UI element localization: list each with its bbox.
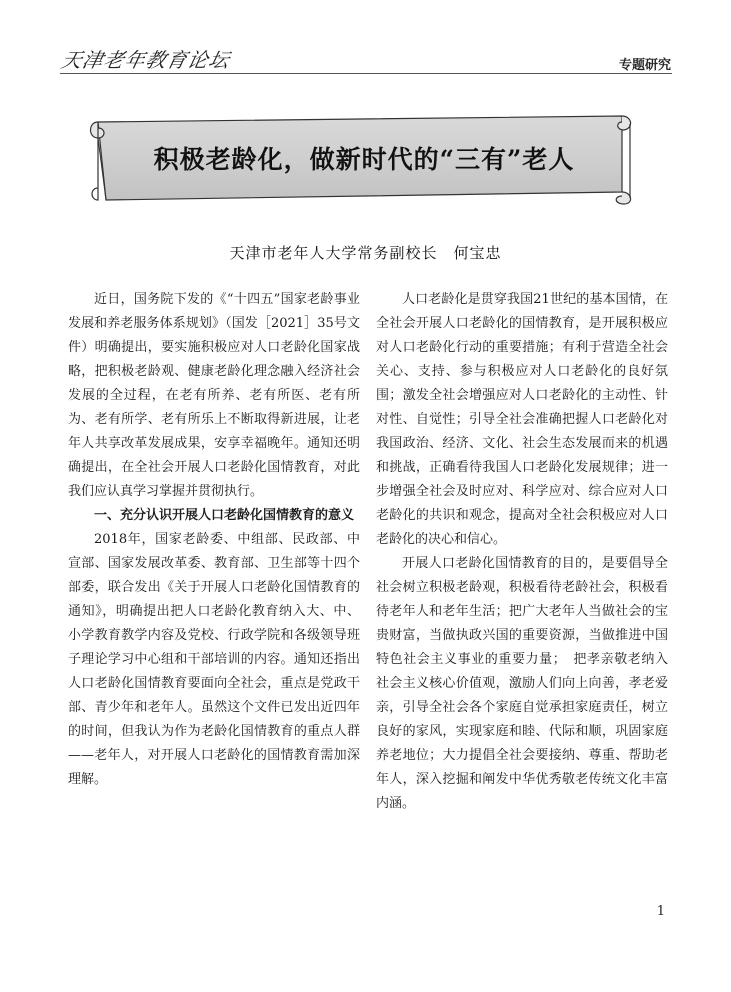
paragraph: 人口老龄化是贯穿我国21世纪的基本国情，在全社会开展人口老龄化的国情教育，是开展积极应对人口老龄化行动的重要措施；有利于营造全社会关心、支持、参与积极应对人口老龄化的良好氛围；激发全社会增强应对人口老龄化的主动性、针对性、自觉性；引导全社会准确把握人口老龄化对我国政治、经济、文化、社会生态发展而来的机遇和挑战，正确看待我国人口老龄化发展规律；进一步增强全社会及时应对、科学应对、综合应对人口老龄化的共识和观念，提高对全社会积极应对人口老龄化的决心和信心。 (376, 292, 668, 547)
author-byline: 天津市老年人大学常务副校长 何宝忠 (229, 244, 502, 262)
page-number: 1 (656, 904, 665, 919)
section-heading: 一、充分认识开展人口老龄化国情教育的意义 (94, 508, 355, 523)
left-column (68, 288, 360, 792)
header-rule (60, 73, 672, 74)
paragraph: 2018年，国家老龄委、中组部、民政部、中宣部、国家发展改革委、教育部、卫生部等十四个部委，联合发出《关于开展人口老龄化国情教育的通知》，明确提出把人口老龄化教育纳入大、中、小学教育教学内容及党校、行政学院和各级领导班子理论学习中心组和干部培训的内容。通知还指出人口老龄化国情教育要面向全社会，重点是党政干部、青少年和老年人。虽然这个文件已发出近四年的时间，但我认为作为老龄化国情教育的重点人群——老年人，对开展人口老龄化的国情教育需加深理解。 (68, 532, 360, 787)
journal-logo: 天津老年教育论坛 (59, 48, 233, 72)
paragraph: 近日，国务院下发的《“十四五”国家老龄事业发展和养老服务体系规划》（国发［2021］35号文件）明确提出，要实施积极应对人口老龄化国家战略，把积极老龄观、健康老龄化理念融入经济社会发展的全过程，在老有所养、老有所医、老有所为、老有所学、老有所乐上不断取得新进展，让老年人共享改革发展成果，安享幸福晚年。通知还明确提出，在全社会开展人口老龄化国情教育，对此我们应认真学习掌握并贯彻执行。 (68, 292, 360, 499)
article-title: 积极老龄化，做新时代的“三有”老人 (153, 145, 575, 174)
section-tag: 专题研究 (618, 58, 671, 73)
page-header (0, 0, 731, 80)
paragraph: 开展人口老龄化国情教育的目的，是要倡导全社会树立积极老龄观，积极看待老龄社会，积极看待老年人和老年生活；把广大老年人当做社会的宝贵财富，当做执政兴国的重要资源，当做推进中国特色社会主义事业的重要力量； 把孝亲敬老纳入社会主义核心价值观，激励人们向上向善，孝老爱亲，引导全社会各个家庭自觉承担家庭责任，树立良好的家风，实现家庭和睦、代际和顺，巩固家庭养老地位；大力提倡全社会要接纳、尊重、帮助老年人，深入挖掘和阐发中华优秀敬老传统文化丰富内涵。 (376, 556, 668, 811)
right-column (376, 288, 668, 816)
